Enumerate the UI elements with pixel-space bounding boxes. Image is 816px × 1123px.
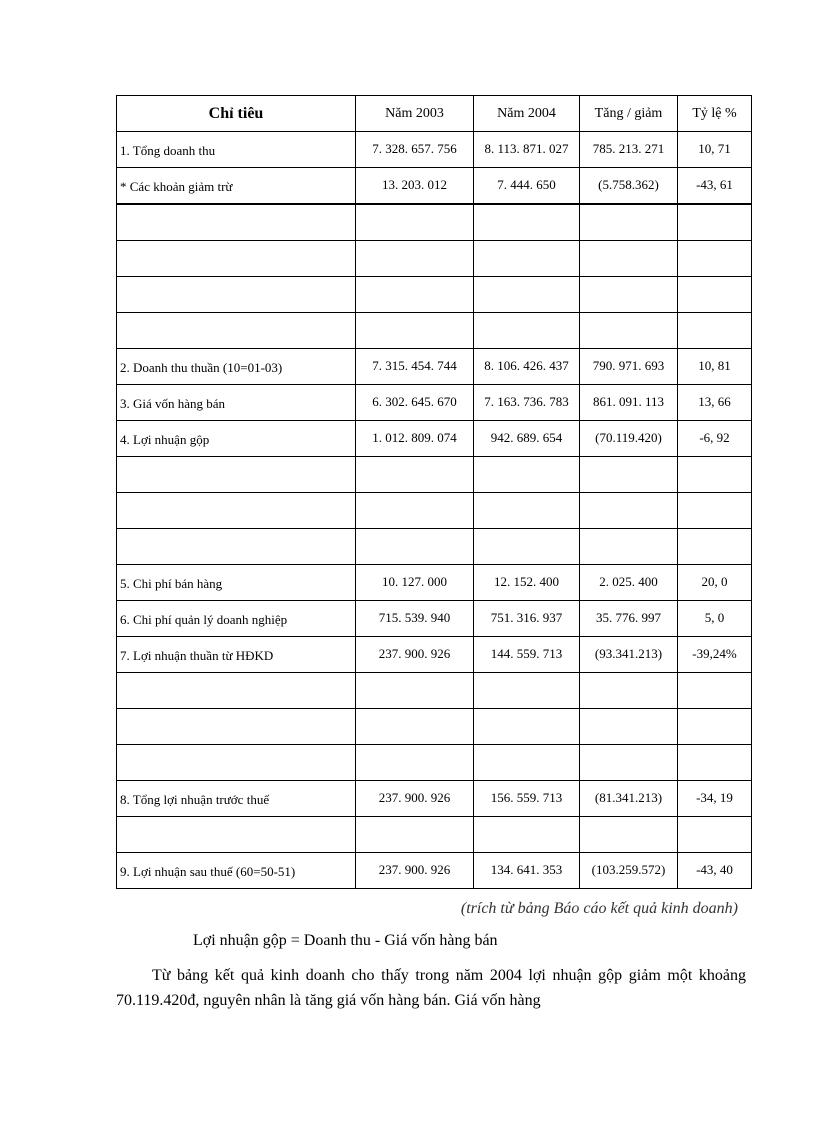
value-cell (356, 637, 474, 673)
value-cell (580, 601, 678, 637)
cell-text: 7. Lợi nhuận thuần từ HĐKD (120, 648, 274, 663)
cell-text: 2. Doanh thu thuần (10=01-03) (120, 360, 283, 375)
cell-text: 1. 012. 809. 074 (372, 430, 457, 445)
cell-text: 785. 213. 271 (592, 141, 665, 156)
table-header-row (117, 96, 752, 132)
row-label-cell (117, 781, 356, 817)
cell-text (120, 241, 352, 276)
table-row (117, 349, 752, 385)
cell-text: 751. 316. 937 (490, 610, 563, 625)
value-cell (580, 853, 678, 889)
value-cell (474, 277, 580, 313)
cell-text: 35. 776. 997 (596, 610, 661, 625)
cell-text: -43, 40 (696, 862, 733, 877)
cell-text (583, 745, 674, 780)
row-label-cell (117, 349, 356, 385)
value-cell (356, 457, 474, 493)
cell-text: -39,24% (692, 646, 737, 661)
cell-text (477, 529, 576, 564)
cell-text: 237. 900. 926 (378, 790, 451, 805)
cell-text (359, 529, 470, 564)
table-row (117, 421, 752, 457)
cell-text: 8. 106. 426. 437 (484, 358, 569, 373)
value-cell (474, 457, 580, 493)
header-cell: Tăng / giảm (580, 96, 678, 132)
formula-line: Lợi nhuận gộp = Doanh thu - Giá vốn hàng bán (193, 932, 498, 949)
table-row (117, 204, 752, 241)
table-row (117, 853, 752, 889)
table-caption: (trích từ bảng Báo cáo kết quả kinh doanh) (460, 900, 738, 917)
cell-text (359, 277, 470, 312)
cell-text (681, 673, 748, 708)
cell-text: 861. 091. 113 (592, 394, 665, 409)
row-label-cell (117, 529, 356, 565)
row-label-cell (117, 277, 356, 313)
table-body (117, 132, 752, 889)
value-cell (678, 204, 752, 241)
cell-text (120, 277, 352, 312)
value-cell (474, 421, 580, 457)
cell-text: 10, 71 (698, 141, 731, 156)
value-cell (356, 817, 474, 853)
cell-text (583, 493, 674, 528)
cell-text: 10, 81 (698, 358, 731, 373)
cell-text: (70.119.420) (595, 430, 662, 445)
cell-text: 9. Lợi nhuận sau thuế (60=50-51) (120, 864, 296, 879)
value-cell (580, 385, 678, 421)
row-label-cell (117, 313, 356, 349)
cell-text (359, 817, 470, 852)
cell-text (681, 817, 748, 852)
row-label-cell (117, 565, 356, 601)
value-cell (580, 457, 678, 493)
value-cell (580, 565, 678, 601)
header-cell: Năm 2004 (474, 96, 580, 132)
value-cell (474, 817, 580, 853)
cell-text: 144. 559. 713 (490, 646, 563, 661)
value-cell (580, 745, 678, 781)
cell-text (681, 277, 748, 312)
value-cell (356, 565, 474, 601)
cell-text (359, 709, 470, 744)
value-cell (474, 853, 580, 889)
cell-text (681, 313, 748, 348)
value-cell (474, 565, 580, 601)
value-cell (356, 493, 474, 529)
cell-text (477, 277, 576, 312)
value-cell (356, 385, 474, 421)
value-cell (356, 853, 474, 889)
value-cell (356, 349, 474, 385)
cell-text: (103.259.572) (591, 862, 666, 877)
cell-text: 2. 025. 400 (599, 574, 658, 589)
value-cell (474, 745, 580, 781)
value-cell (356, 168, 474, 205)
cell-text: 3. Giá vốn hàng bán (120, 396, 226, 411)
cell-text (681, 745, 748, 780)
table-row (117, 601, 752, 637)
cell-text (477, 817, 576, 852)
value-cell (356, 673, 474, 709)
row-label-cell (117, 853, 356, 889)
value-cell (356, 421, 474, 457)
cell-text: (5.758.362) (598, 177, 659, 192)
value-cell (580, 349, 678, 385)
value-cell (474, 132, 580, 168)
value-cell (474, 601, 580, 637)
cell-text: 6. 302. 645. 670 (372, 394, 457, 409)
table-row (117, 385, 752, 421)
cell-text (583, 457, 674, 492)
value-cell (580, 421, 678, 457)
row-label-cell (117, 637, 356, 673)
value-cell (678, 313, 752, 349)
header-cell: Năm 2003 (356, 96, 474, 132)
cell-text: -43, 61 (696, 177, 733, 192)
table-row (117, 637, 752, 673)
table-row (117, 673, 752, 709)
table-row (117, 781, 752, 817)
row-label-cell (117, 817, 356, 853)
row-label-cell (117, 673, 356, 709)
table-row (117, 493, 752, 529)
cell-text: 13, 66 (698, 394, 731, 409)
value-cell (580, 168, 678, 205)
row-label-cell (117, 457, 356, 493)
cell-text (120, 709, 352, 744)
cell-text (681, 241, 748, 276)
value-cell (356, 132, 474, 168)
table-row (117, 709, 752, 745)
value-cell (474, 349, 580, 385)
cell-text (681, 205, 748, 240)
value-cell (678, 385, 752, 421)
value-cell (580, 817, 678, 853)
cell-text (583, 817, 674, 852)
value-cell (474, 529, 580, 565)
row-label-cell (117, 385, 356, 421)
value-cell (356, 277, 474, 313)
value-cell (678, 132, 752, 168)
cell-text (120, 493, 352, 528)
cell-text: 10. 127. 000 (382, 574, 447, 589)
value-cell (678, 349, 752, 385)
value-cell (356, 781, 474, 817)
cell-text (681, 529, 748, 564)
value-cell (678, 853, 752, 889)
value-cell (580, 781, 678, 817)
value-cell (474, 168, 580, 205)
value-cell (356, 745, 474, 781)
header-cell: Chỉ tiêu (117, 96, 356, 132)
cell-text (120, 313, 352, 348)
body-paragraph: Từ bảng kết quả kinh doanh cho thấy trong năm 2004 lợi nhuận gộp giảm một khoảng 70.119.420đ, nguyên nhân là tăng giá vốn hàng bán. Giá vốn hàng (116, 967, 746, 1009)
value-cell (678, 817, 752, 853)
row-label-cell (117, 709, 356, 745)
cell-text: 5. Chi phí bán hàng (120, 576, 223, 591)
cell-text: 20, 0 (701, 574, 728, 589)
cell-text: 8. 113. 871. 027 (484, 141, 569, 156)
value-cell (356, 709, 474, 745)
cell-text (359, 457, 470, 492)
cell-text: 5, 0 (704, 610, 725, 625)
header-cell: Tỷ lệ % (678, 96, 752, 132)
table-row (117, 168, 752, 205)
value-cell (474, 637, 580, 673)
cell-text: 715. 539. 940 (378, 610, 451, 625)
cell-text: -6, 92 (699, 430, 730, 445)
table-row (117, 277, 752, 313)
table-row (117, 817, 752, 853)
cell-text: 7. 444. 650 (497, 177, 556, 192)
cell-text (477, 745, 576, 780)
cell-text: 8. Tổng lợi nhuận trước thuế (120, 792, 270, 807)
value-cell (474, 241, 580, 277)
cell-text: (81.341.213) (594, 790, 663, 805)
cell-text (477, 493, 576, 528)
cell-text: 237. 900. 926 (378, 646, 451, 661)
cell-text (583, 673, 674, 708)
cell-text (583, 277, 674, 312)
cell-text (583, 241, 674, 276)
value-cell (580, 204, 678, 241)
value-cell (356, 601, 474, 637)
cell-text (120, 529, 352, 564)
value-cell (678, 529, 752, 565)
cell-text (477, 241, 576, 276)
cell-text (477, 457, 576, 492)
value-cell (474, 673, 580, 709)
row-label-cell (117, 601, 356, 637)
value-cell (678, 637, 752, 673)
value-cell (580, 313, 678, 349)
cell-text (583, 313, 674, 348)
table-row (117, 745, 752, 781)
row-label-cell (117, 168, 356, 205)
value-cell (580, 132, 678, 168)
cell-text (359, 745, 470, 780)
cell-text (359, 241, 470, 276)
cell-text (359, 673, 470, 708)
value-cell (474, 385, 580, 421)
value-cell (474, 204, 580, 241)
value-cell (580, 529, 678, 565)
table-row (117, 529, 752, 565)
value-cell (580, 673, 678, 709)
cell-text: 1. Tổng doanh thu (120, 143, 216, 158)
cell-text: 790. 971. 693 (592, 358, 665, 373)
cell-text: * Các khoản giảm trừ (120, 179, 233, 194)
cell-text: 237. 900. 926 (378, 862, 451, 877)
cell-text (681, 709, 748, 744)
row-label-cell (117, 132, 356, 168)
cell-text (120, 745, 352, 780)
cell-text (359, 313, 470, 348)
value-cell (580, 637, 678, 673)
cell-text (120, 205, 352, 240)
cell-text (120, 673, 352, 708)
value-cell (678, 781, 752, 817)
cell-text (359, 493, 470, 528)
value-cell (678, 241, 752, 277)
cell-text: 12. 152. 400 (494, 574, 559, 589)
value-cell (580, 277, 678, 313)
value-cell (678, 168, 752, 205)
value-cell (678, 565, 752, 601)
value-cell (678, 745, 752, 781)
value-cell (580, 709, 678, 745)
value-cell (678, 709, 752, 745)
cell-text (583, 529, 674, 564)
value-cell (580, 493, 678, 529)
cell-text: 7. 328. 657. 756 (372, 141, 457, 156)
value-cell (678, 457, 752, 493)
cell-text: 4. Lợi nhuận gộp (120, 432, 210, 447)
table-row (117, 565, 752, 601)
cell-text: 942. 689. 654 (490, 430, 563, 445)
row-label-cell (117, 204, 356, 241)
value-cell (678, 673, 752, 709)
cell-text: 134. 641. 353 (490, 862, 563, 877)
cell-text: 156. 559. 713 (490, 790, 563, 805)
value-cell (474, 781, 580, 817)
value-cell (678, 277, 752, 313)
cell-text: 7. 315. 454. 744 (372, 358, 457, 373)
cell-text (477, 313, 576, 348)
row-label-cell (117, 421, 356, 457)
cell-text (681, 493, 748, 528)
row-label-cell (117, 745, 356, 781)
value-cell (474, 709, 580, 745)
cell-text: -34, 19 (696, 790, 733, 805)
cell-text (477, 709, 576, 744)
table-row (117, 313, 752, 349)
value-cell (356, 529, 474, 565)
value-cell (678, 601, 752, 637)
cell-text (120, 817, 352, 852)
value-cell (580, 241, 678, 277)
table-row (117, 132, 752, 168)
cell-text (359, 205, 470, 240)
cell-text (681, 457, 748, 492)
value-cell (356, 241, 474, 277)
value-cell (678, 493, 752, 529)
cell-text: 13. 203. 012 (382, 177, 447, 192)
value-cell (356, 313, 474, 349)
row-label-cell (117, 241, 356, 277)
cell-text (583, 709, 674, 744)
cell-text: 7. 163. 736. 783 (484, 394, 569, 409)
cell-text (120, 457, 352, 492)
value-cell (474, 493, 580, 529)
cell-text (583, 205, 674, 240)
value-cell (474, 313, 580, 349)
cell-text: (93.341.213) (594, 646, 663, 661)
income-statement-table (116, 95, 752, 889)
row-label-cell (117, 493, 356, 529)
cell-text: 6. Chi phí quản lý doanh nghiệp (120, 612, 288, 627)
value-cell (678, 421, 752, 457)
cell-text (477, 673, 576, 708)
cell-text (477, 205, 576, 240)
table-row (117, 241, 752, 277)
table-row (117, 457, 752, 493)
value-cell (356, 204, 474, 241)
